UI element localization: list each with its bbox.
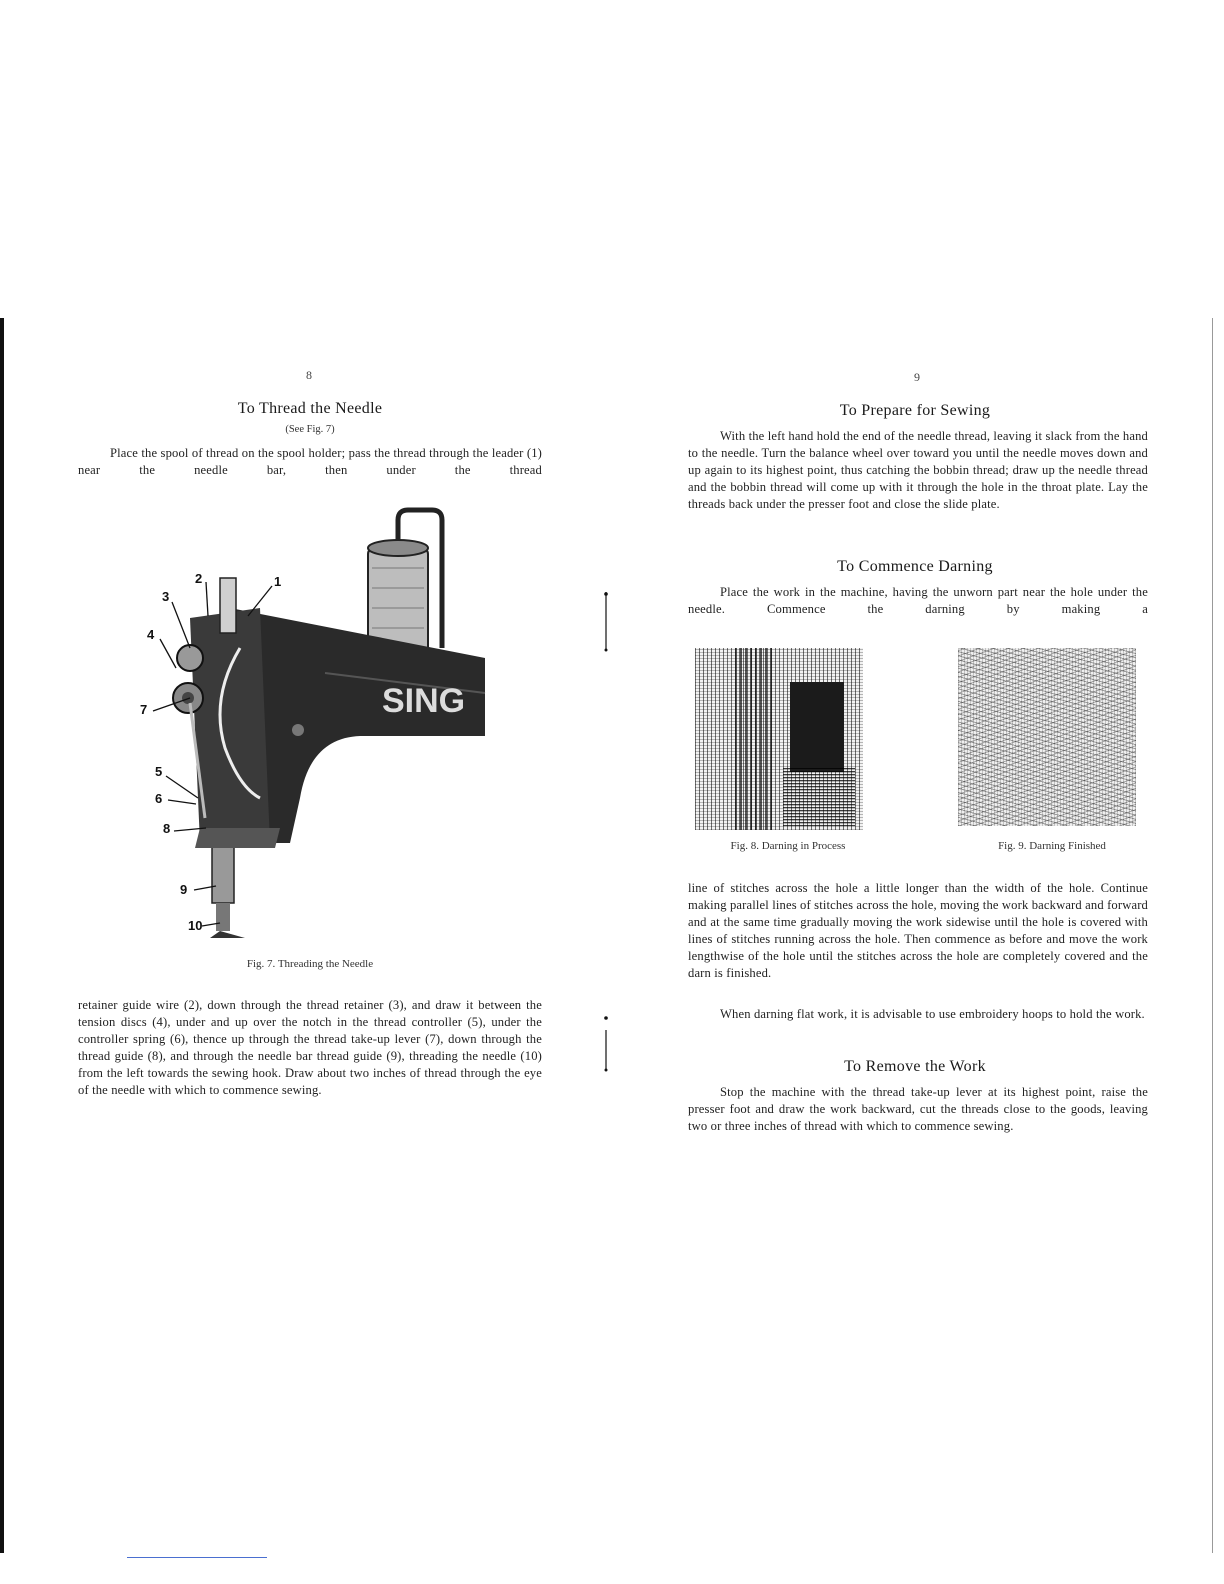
callout-5: 5 <box>155 764 163 779</box>
scan-rule-line <box>127 1557 267 1558</box>
page-number: 9 <box>914 370 920 384</box>
scan-mark-bottom-icon <box>598 1014 614 1074</box>
callout-1: 1 <box>274 574 282 589</box>
figure-9-caption: Fig. 9. Darning Finished <box>998 840 1106 852</box>
section-subtitle: (See Fig. 7) <box>285 424 335 435</box>
figure-darning-finished <box>958 648 1136 826</box>
page-number: 8 <box>306 368 312 382</box>
callout-7: 7 <box>140 702 148 717</box>
paragraph-threading-intro: Place the spool of thread on the spool holder; pass the thread through the leader (1) near the needle bar, then under the thread <box>78 446 542 477</box>
page-edge-left <box>0 318 4 1553</box>
section-title-prepare-sewing: To Prepare for Sewing <box>839 402 991 419</box>
callout-3: 3 <box>162 589 170 604</box>
figure-threading-diagram <box>140 498 485 953</box>
scan-mark-top-icon <box>598 590 614 654</box>
callout-9: 9 <box>180 882 188 897</box>
section-title-remove-work: To Remove the Work <box>844 1058 986 1075</box>
section-title-commence-darning: To Commence Darning <box>837 558 993 575</box>
paragraph-prepare-sewing: With the left hand hold the end of the needle thread, leaving it slack from the hand to the needle. Turn the balance wheel over toward you until the needle moves down and up again to its highest point, thus catching the bobbin thread; draw up the needle thread and the bobbin thread will come up with it through the hole in the throat plate. Lay the threads back under the presser foot and close the slide plate. <box>688 429 1148 511</box>
paragraph-darning-tip: When darning flat work, it is advisable to use embroidery hoops to hold the work. <box>720 1007 1145 1021</box>
section-title-thread-needle: To Thread the Needle <box>237 400 383 417</box>
callout-4: 4 <box>147 627 155 642</box>
callout-2: 2 <box>195 571 203 586</box>
callout-6: 6 <box>155 791 163 806</box>
page-edge-right <box>1212 318 1213 1553</box>
figure-8-caption: Fig. 8. Darning in Process <box>730 840 846 852</box>
brand-lettering: SING <box>382 682 466 720</box>
paragraph-darning-steps: line of stitches across the hole a little longer than the width of the hole. Continue making parallel lines of stitches across the hole, moving the work backward and forward and at the same time gradually moving the work sidewise until the hole is covered with lines of stitches running across the hole. Then commence as before and move the work lengthwise of the hole until the stitches across the hole are completely covered and the darn is finished. <box>688 881 1148 980</box>
figure-darning-in-process <box>695 648 863 830</box>
paragraph-darning-intro: Place the work in the machine, having the unworn part near the hole under the needle. Commence the darning by making a <box>688 585 1148 616</box>
paragraph-threading-steps: retainer guide wire (2), down through the thread retainer (3), and draw it between the tension discs (4), under and up over the notch in the thread controller (5), under the controller spring (6), thence up through the thread take-up lever (7), down through the thread guide (8), and through the needle bar thread guide (9), threading the needle (10) from the left towards the sewing hook. Draw about two inches of thread through the eye of the needle with which to commence sewing. <box>78 998 542 1097</box>
figure-7-caption: Fig. 7. Threading the Needle <box>246 958 374 970</box>
paragraph-remove-work: Stop the machine with the thread take-up lever at its highest point, raise the presser foot and draw the work backward, cut the threads close to the goods, leaving two or three inches of thread with which to commence sewing. <box>688 1085 1148 1133</box>
callout-10: 10 <box>188 918 203 933</box>
callout-8: 8 <box>163 821 171 836</box>
